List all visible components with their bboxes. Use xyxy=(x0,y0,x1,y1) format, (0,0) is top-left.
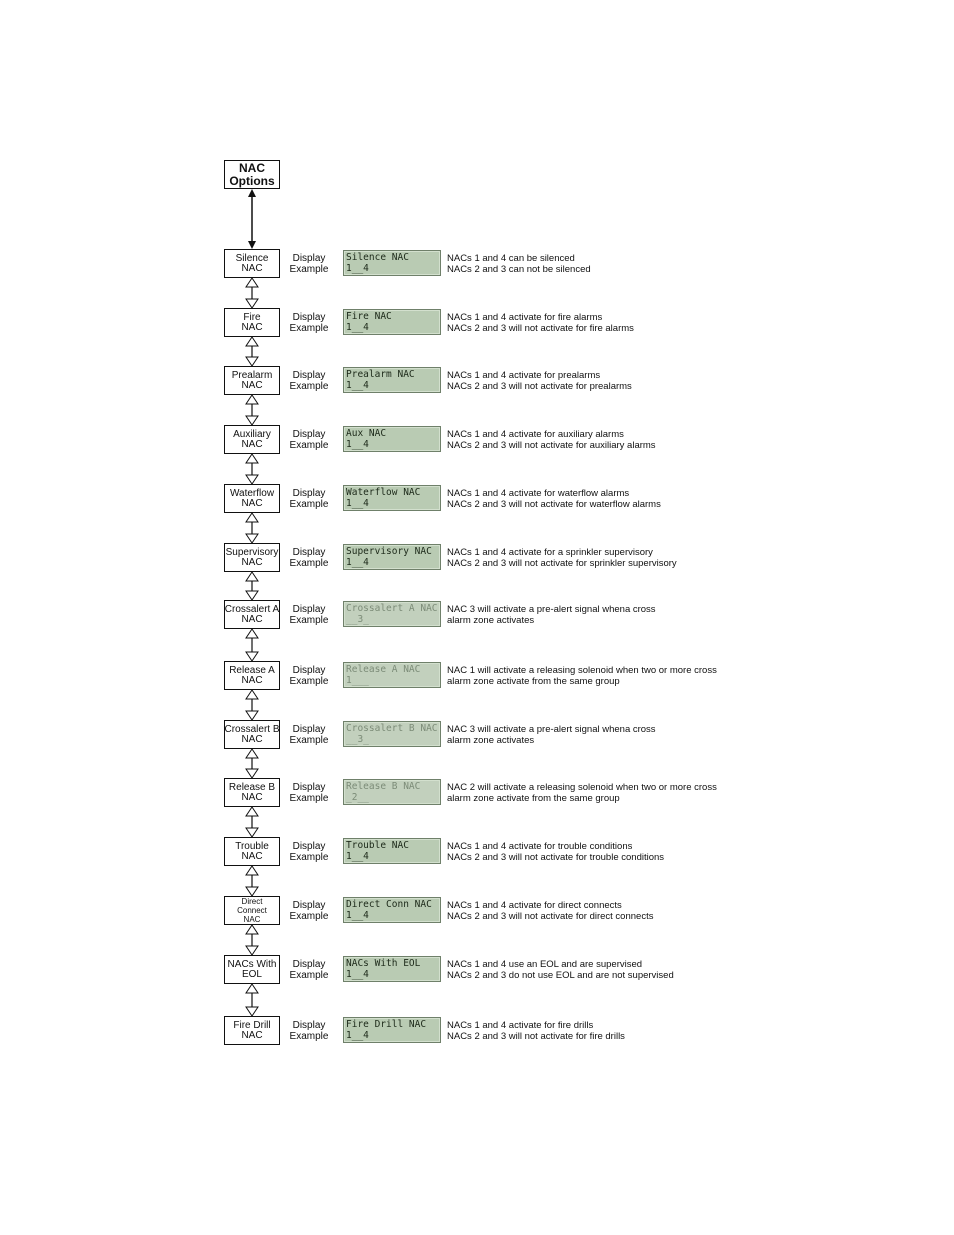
lcd-line: __3_ xyxy=(346,614,369,625)
display-example-label-line: Display xyxy=(292,370,326,381)
display-example-label-line: Example xyxy=(289,676,329,687)
top-connector-arrow xyxy=(248,189,256,249)
option-box xyxy=(224,484,280,513)
row-connector-arrow xyxy=(246,690,258,720)
display-example-label-line: Example xyxy=(289,381,329,392)
option-description xyxy=(447,547,677,569)
row-connector-arrow xyxy=(246,866,258,896)
lcd-line: 1__4 xyxy=(346,380,369,391)
option-description-line: NACs 1 and 4 use an EOL and are supervised xyxy=(447,959,643,970)
option-description-line: NACs 2 and 3 will not activate for trouble conditions xyxy=(447,852,665,863)
option-box-line: NAC xyxy=(241,791,263,803)
row-connector-arrow xyxy=(246,749,258,778)
display-example-label-line: Display xyxy=(292,429,326,440)
option-box-line: EOL xyxy=(241,968,262,980)
lcd-line: Aux NAC xyxy=(346,428,387,439)
lcd-display xyxy=(343,426,441,452)
row-connector-arrow xyxy=(246,925,258,955)
option-box-line: Release B xyxy=(228,781,276,793)
option-description-line: NACs 1 and 4 activate for waterflow alarms xyxy=(447,488,630,499)
option-box-line: Fire Drill xyxy=(233,1019,271,1031)
display-example-label-line: Display xyxy=(292,488,326,499)
lcd-display xyxy=(343,956,441,982)
option-box-line: NAC xyxy=(241,379,263,391)
option-description-line: alarm zone activate from the same group xyxy=(447,676,620,687)
option-box xyxy=(224,543,280,572)
option-box xyxy=(224,425,280,454)
display-example-label-line: Example xyxy=(289,440,329,451)
option-description-line: NACs 2 and 3 will not activate for sprinkler supervisory xyxy=(447,558,677,569)
lcd-line: NACs With EOL xyxy=(346,958,421,969)
option-description-line: NACs 2 and 3 will not activate for auxiliary alarms xyxy=(447,440,656,451)
option-box-line: NAC xyxy=(241,438,263,450)
lcd-line: Supervisory NAC xyxy=(346,546,432,557)
lcd-line: Direct Conn NAC xyxy=(346,899,432,910)
lcd-line: 1___ xyxy=(346,675,369,686)
lcd-line: 1__4 xyxy=(346,969,369,980)
display-example-label-line: Example xyxy=(289,558,329,569)
lcd-display xyxy=(343,662,441,688)
option-description-line: NACs 1 and 4 activate for fire drills xyxy=(447,1020,594,1031)
lcd-display xyxy=(343,250,441,276)
option-description xyxy=(447,604,656,626)
option-description xyxy=(447,782,717,804)
lcd-line: Release A NAC xyxy=(346,664,421,675)
row-connector-arrow xyxy=(246,807,258,837)
option-box xyxy=(224,837,280,866)
display-example-label xyxy=(284,724,334,746)
display-example-label xyxy=(284,782,334,804)
option-box xyxy=(224,896,280,925)
option-box-line: NAC xyxy=(241,674,263,686)
option-description-line: NAC 2 will activate a releasing solenoid when two or more cross xyxy=(447,782,717,793)
lcd-display xyxy=(343,838,441,864)
lcd-display xyxy=(343,779,441,805)
option-box-line: Supervisory xyxy=(225,546,279,558)
option-box-line: Direct xyxy=(241,897,263,906)
row-connector-arrow xyxy=(246,984,258,1016)
display-example-label xyxy=(284,312,334,334)
display-example-label xyxy=(284,1020,334,1042)
option-box-line: Connect xyxy=(237,906,267,915)
option-box-line: Crossalert B xyxy=(224,723,280,735)
option-box xyxy=(224,778,280,807)
lcd-line: 1__4 xyxy=(346,557,369,568)
row-connector-arrow xyxy=(246,278,258,308)
option-description-line: NACs 1 and 4 activate for trouble conditions xyxy=(447,841,633,852)
nac-options-line2: Options xyxy=(229,173,275,188)
display-example-label-line: Display xyxy=(292,547,326,558)
display-example-label xyxy=(284,253,334,275)
option-box-line: Trouble xyxy=(235,840,269,852)
option-box xyxy=(224,720,280,749)
option-description-line: alarm zone activates xyxy=(447,735,535,746)
display-example-label xyxy=(284,370,334,392)
option-box-line: Prealarm xyxy=(231,369,273,381)
lcd-display xyxy=(343,721,441,747)
option-description-line: NACs 2 and 3 can not be silenced xyxy=(447,264,591,275)
option-description-line: NACs 1 and 4 activate for a sprinkler supervisory xyxy=(447,547,653,558)
option-description-line: alarm zone activates xyxy=(447,615,535,626)
display-example-label xyxy=(284,959,334,981)
lcd-line: 1__4 xyxy=(346,322,369,333)
option-description xyxy=(447,1020,625,1042)
option-description-line: NACs 1 and 4 can be silenced xyxy=(447,253,575,264)
option-description-line: NACs 2 and 3 will not activate for fire alarms xyxy=(447,323,634,334)
lcd-line: Trouble NAC xyxy=(346,840,409,851)
option-box-line: Fire xyxy=(243,311,261,323)
option-box xyxy=(224,955,280,984)
option-box-line: NAC xyxy=(241,262,263,274)
display-example-label-line: Display xyxy=(292,253,326,264)
lcd-display xyxy=(343,309,441,335)
option-box-line: Silence xyxy=(235,252,269,264)
option-box-line: NAC xyxy=(241,497,263,509)
lcd-line: 1__4 xyxy=(346,498,369,509)
display-example-label xyxy=(284,604,334,626)
display-example-label-line: Display xyxy=(292,665,326,676)
display-example-label-line: Display xyxy=(292,312,326,323)
option-box xyxy=(224,249,280,278)
display-example-label xyxy=(284,900,334,922)
display-example-label-line: Example xyxy=(289,911,329,922)
display-example-label-line: Example xyxy=(289,323,329,334)
option-box-line: NAC xyxy=(241,321,263,333)
option-description-line: alarm zone activate from the same group xyxy=(447,793,620,804)
option-box-line: NAC xyxy=(241,733,263,745)
display-example-label-line: Example xyxy=(289,852,329,863)
option-box-line: NAC xyxy=(243,915,261,924)
lcd-line: 1__4 xyxy=(346,263,369,274)
display-example-label-line: Display xyxy=(292,1020,326,1031)
display-example-label xyxy=(284,547,334,569)
option-description xyxy=(447,665,717,687)
lcd-line: 1__4 xyxy=(346,439,369,450)
lcd-line: Fire Drill NAC xyxy=(346,1019,427,1030)
display-example-label-line: Display xyxy=(292,900,326,911)
lcd-display xyxy=(343,485,441,511)
option-description-line: NACs 1 and 4 activate for direct connects xyxy=(447,900,622,911)
option-description-line: NACs 2 and 3 will not activate for prealarms xyxy=(447,381,632,392)
display-example-label xyxy=(284,429,334,451)
option-box xyxy=(224,661,280,690)
option-description-line: NACs 1 and 4 activate for fire alarms xyxy=(447,312,603,323)
display-example-label xyxy=(284,841,334,863)
option-box-line: Release A xyxy=(229,664,275,676)
option-description-line: NACs 2 and 3 will not activate for fire drills xyxy=(447,1031,625,1042)
option-description-line: NACs 1 and 4 activate for auxiliary alarms xyxy=(447,429,624,440)
display-example-label-line: Example xyxy=(289,793,329,804)
option-description xyxy=(447,724,656,746)
lcd-display xyxy=(343,897,441,923)
option-box xyxy=(224,1016,280,1045)
display-example-label-line: Display xyxy=(292,959,326,970)
lcd-line: _2__ xyxy=(346,792,369,803)
display-example-label xyxy=(284,665,334,687)
option-description xyxy=(447,429,656,451)
option-description xyxy=(447,959,674,981)
option-description xyxy=(447,900,653,922)
lcd-line: Waterflow NAC xyxy=(346,487,421,498)
option-box-line: NAC xyxy=(241,613,263,625)
option-box-line: Auxiliary xyxy=(233,428,271,440)
lcd-line: Fire NAC xyxy=(346,311,392,322)
option-description-line: NACs 1 and 4 activate for prealarms xyxy=(447,370,601,381)
display-example-label-line: Display xyxy=(292,724,326,735)
row-connector-arrow xyxy=(246,337,258,366)
lcd-line: Silence NAC xyxy=(346,252,409,263)
lcd-display xyxy=(343,601,441,627)
option-box-line: NAC xyxy=(241,850,263,862)
option-description xyxy=(447,253,591,275)
display-example-label-line: Example xyxy=(289,499,329,510)
option-description-line: NACs 2 and 3 do not use EOL and are not supervised xyxy=(447,970,674,981)
option-description-line: NAC 1 will activate a releasing solenoid when two or more cross xyxy=(447,665,717,676)
lcd-line: Crossalert A NAC xyxy=(346,603,438,614)
option-description-line: NACs 2 and 3 will not activate for direct connects xyxy=(447,911,654,922)
lcd-display xyxy=(343,1017,441,1043)
option-box-line: NACs With xyxy=(227,958,277,970)
lcd-line: 1__4 xyxy=(346,1030,369,1041)
row-connector-arrow xyxy=(246,454,258,484)
option-box-line: NAC xyxy=(241,1029,263,1041)
option-description xyxy=(447,370,632,392)
display-example-label-line: Example xyxy=(289,615,329,626)
option-description-line: NAC 3 will activate a pre-alert signal whena cross xyxy=(447,604,656,615)
display-example-label-line: Example xyxy=(289,970,329,981)
display-example-label-line: Example xyxy=(289,1031,329,1042)
display-example-label-line: Display xyxy=(292,782,326,793)
option-description-line: NACs 2 and 3 will not activate for waterflow alarms xyxy=(447,499,661,510)
lcd-display xyxy=(343,367,441,393)
lcd-line: __3_ xyxy=(346,734,369,745)
option-description xyxy=(447,841,664,863)
row-connector-arrow xyxy=(246,395,258,425)
row-connector-arrow xyxy=(246,513,258,543)
lcd-line: Crossalert B NAC xyxy=(346,723,438,734)
option-box-line: Waterflow xyxy=(229,487,275,499)
display-example-label-line: Display xyxy=(292,604,326,615)
option-box-line: Crossalert A xyxy=(224,603,280,615)
lcd-line: Release B NAC xyxy=(346,781,421,792)
option-description xyxy=(447,488,661,510)
option-description-line: NAC 3 will activate a pre-alert signal whena cross xyxy=(447,724,656,735)
option-box xyxy=(224,600,280,629)
lcd-line: 1__4 xyxy=(346,910,369,921)
option-box xyxy=(224,308,280,337)
display-example-label-line: Example xyxy=(289,264,329,275)
lcd-display xyxy=(343,544,441,570)
option-description xyxy=(447,312,634,334)
display-example-label xyxy=(284,488,334,510)
option-box xyxy=(224,366,280,395)
row-connector-arrow xyxy=(246,572,258,600)
display-example-label-line: Display xyxy=(292,841,326,852)
option-box-line: NAC xyxy=(241,556,263,568)
row-connector-arrow xyxy=(246,629,258,661)
display-example-label-line: Example xyxy=(289,735,329,746)
lcd-line: Prealarm NAC xyxy=(346,369,415,380)
lcd-line: 1__4 xyxy=(346,851,369,862)
nac-options-line1: NAC xyxy=(239,160,265,175)
